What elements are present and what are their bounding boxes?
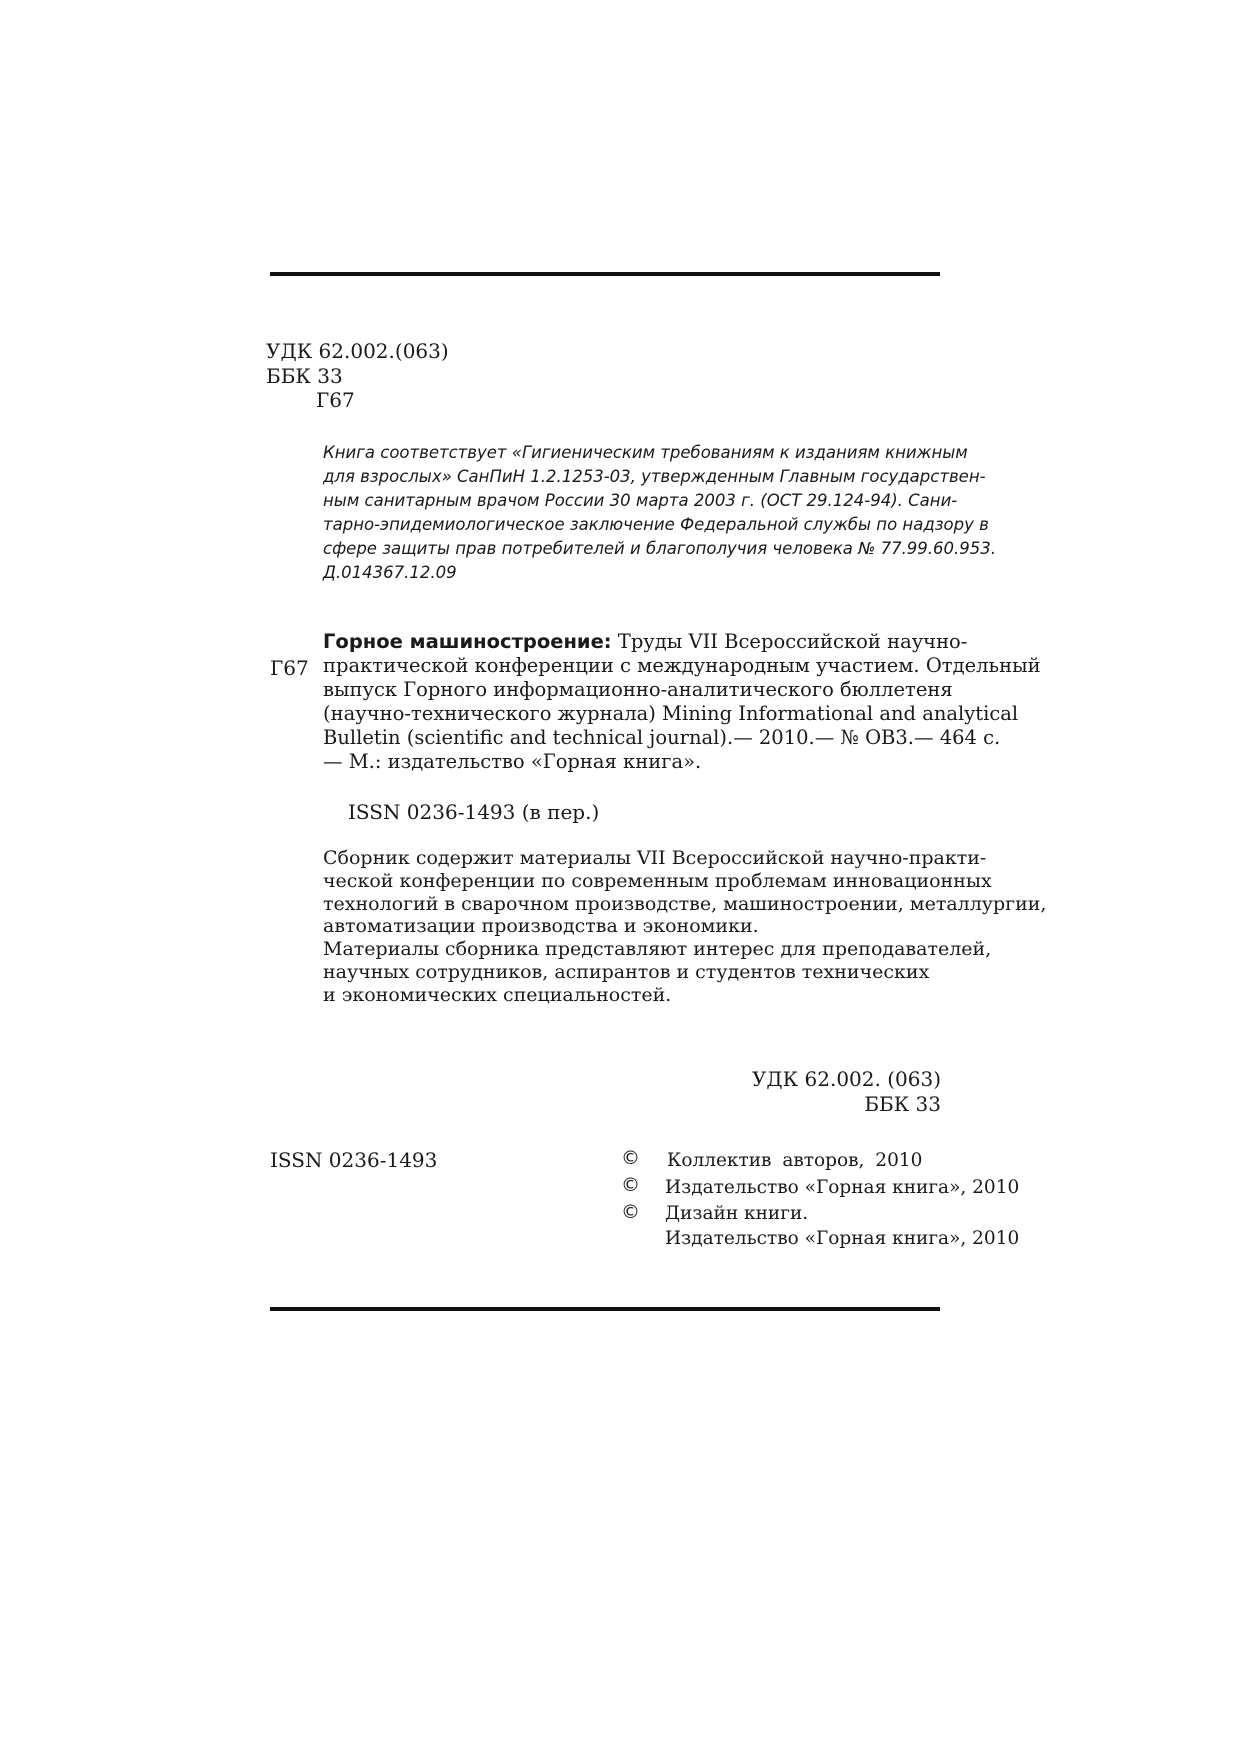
entry-line: практической конференции с международным участием. Отдельный [323,654,1041,677]
author-mark: Г67 [316,388,355,412]
bottom-rule [270,1307,940,1311]
copyright-icon: © [621,1201,640,1223]
hygiene-line: тарно-эпидемиологическое заключение Федеральной службы по надзору в [323,515,989,534]
entry-line: — М.: издательство «Горная книга». [323,750,702,773]
bottom-udk: УДК 62.002. (063) [751,1067,941,1091]
annotation [323,847,1047,1007]
copyright-publisher: Издательство «Горная книга», 2010 [665,1177,1020,1198]
entry-first-line-rest: Труды VII Всероссийской научно- [611,630,968,653]
bbk-code: ББК 33 [266,364,343,388]
entry-line: выпуск Горного информационно-аналитического бюллетеня [323,678,953,701]
hygiene-line: Книга соответствует «Гигиеническим требованиям к изданиям книжным [323,443,968,462]
bibliographic-entry [323,630,1041,774]
top-rule [270,272,940,276]
book-title: Горное машиностроение: [323,630,612,653]
copyright-design-publisher: Издательство «Горная книга», 2010 [665,1228,1020,1249]
issn: ISSN 0236-1493 [270,1148,438,1172]
copyright-icon: © [621,1147,640,1169]
hygiene-line: для взрослых» СанПиН 1.2.1253-03, утвержденным Главным государствен- [323,467,986,486]
annotation-line: и экономических специальностей. [323,983,672,1006]
annotation-line: ческой конференции по современным проблемам инновационных [323,869,992,892]
hygiene-line: сфере защиты прав потребителей и благополучия человека № 77.99.60.953. [323,539,997,558]
annotation-line: автоматизации производства и экономики. [323,915,759,938]
hygiene-note [323,441,997,585]
hygiene-line: Д.014367.12.09 [323,563,457,582]
copyright-icon: © [621,1174,640,1196]
isbn-line: ISSN 0236-1493 (в пер.) [348,800,600,824]
entry-line: Bulletin (scientific and technical journal).— 2010.— № ОВ3.— 464 с. [323,726,1001,749]
copyright-design: Дизайн книги. [665,1203,809,1224]
copyright-authors: Коллектив авторов, 2010 [667,1150,923,1171]
annotation-line: технологий в сварочном производстве, машиностроении, металлургии, [323,892,1047,915]
entry-author-mark: Г67 [270,656,309,680]
annotation-line: Сборник содержит материалы VII Всероссийской научно-практи- [323,847,987,869]
udk-code: УДК 62.002.(063) [266,339,449,363]
entry-first-line [323,630,968,654]
entry-line: (научно-технического журнала) Mining Informational and analytical [323,702,1019,725]
annotation-line: научных сотрудников, аспирантов и студентов технических [323,960,930,983]
annotation-line: Материалы сборника представляют интерес для преподавателей, [323,938,992,961]
hygiene-line: ным санитарным врачом России 30 марта 2003 г. (ОСТ 29.124-94). Сани- [323,491,958,510]
bottom-bbk: ББК 33 [864,1092,941,1116]
